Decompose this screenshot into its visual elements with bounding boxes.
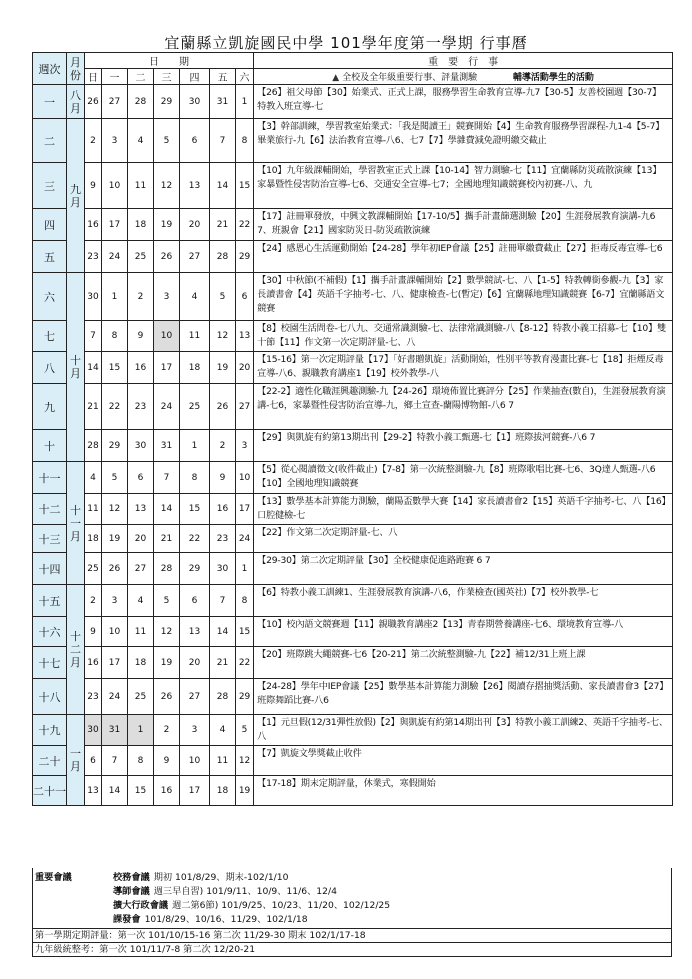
week-number: 十六: [33, 617, 67, 647]
day-cell: 4: [128, 585, 154, 617]
day-cell: 6: [128, 462, 154, 494]
day-cell: 5: [154, 585, 180, 617]
day-cell: 12: [210, 321, 236, 352]
day-cell: 13: [128, 494, 154, 525]
day-cell: 2: [85, 585, 102, 617]
day-cell: 27: [236, 384, 254, 430]
day-cell: 7: [210, 119, 236, 163]
day-cell: 17: [102, 209, 128, 241]
day-cell: 1: [102, 273, 128, 321]
week-number: 十七: [33, 647, 67, 679]
day-cell: 18: [128, 647, 154, 679]
day-cell: 3: [102, 119, 128, 163]
weekday-header: 三: [154, 69, 180, 85]
legend-right: 輔導活動學生的活動: [512, 73, 594, 83]
day-cell: 16: [85, 647, 102, 679]
week-events: 【1】元旦假(12/31彈性放假)【2】與凱旋有約第14期出刊【3】特教小義工訓練2、英語千字抽考-七、八: [254, 715, 673, 746]
day-cell: 15: [128, 776, 154, 806]
week-row: [33, 494, 673, 525]
meeting-dates: 期初 101/8/29、期末-102/1/10: [153, 872, 289, 883]
meeting-label: 擴大行政會議: [113, 900, 169, 911]
meeting-line: [113, 911, 308, 925]
day-cell: 30: [210, 553, 236, 585]
day-cell: 31: [210, 85, 236, 119]
week-row: [33, 647, 673, 679]
month-label: 一月: [67, 715, 85, 806]
exam-schedule: 第一學期定期評量：第一次 101/10/15-16 第二次 11/29-30 期末 102/1/17-18: [35, 930, 366, 941]
day-cell: 17: [236, 494, 254, 525]
week-number: 二十一: [33, 776, 67, 806]
day-cell: 15: [236, 617, 254, 647]
day-cell: 16: [210, 494, 236, 525]
day-cell: 19: [236, 776, 254, 806]
day-cell: 24: [236, 525, 254, 553]
day-cell: 10: [236, 462, 254, 494]
day-cell: 8: [102, 321, 128, 352]
day-cell: 9: [210, 462, 236, 494]
day-cell: 1: [180, 430, 210, 462]
day-cell: 26: [102, 553, 128, 585]
week-row: [33, 321, 673, 352]
week-row: [33, 163, 673, 209]
day-cell: 13: [180, 163, 210, 209]
day-cell: 21: [154, 525, 180, 553]
day-cell: 7: [210, 585, 236, 617]
day-cell: 25: [128, 679, 154, 715]
calendar-table: [32, 52, 673, 806]
week-row: [33, 352, 673, 384]
month-label: 十二月: [67, 585, 85, 715]
week-events: 【17-18】期末定期評量，休業式，寒假開始: [254, 776, 673, 806]
day-cell: 30: [85, 273, 102, 321]
day-cell: 21: [210, 647, 236, 679]
week-events: 【13】數學基本計算能力測驗，蘭陽盃數學大賽【14】家長讀書會2【15】英語千字抽考-七、八【16】口腔健檢-七: [254, 494, 673, 525]
week-events: 【7】凱旋文學獎截止收件: [254, 746, 673, 776]
day-cell: 16: [85, 209, 102, 241]
day-cell: 5: [154, 119, 180, 163]
day-cell: 26: [154, 679, 180, 715]
week-header: 週次: [33, 53, 67, 85]
day-cell: 28: [154, 553, 180, 585]
date-header: 日 期: [85, 53, 254, 69]
day-cell: 22: [236, 209, 254, 241]
events-header: 重 要 行 事: [254, 53, 673, 69]
day-cell: 28: [85, 430, 102, 462]
day-cell: 9: [154, 746, 180, 776]
week-events: 【26】祖父母節【30】始業式、正式上課，服務學習生命教育宣導-九7【30-5】友善校園週【30-7】特教入班宣導-七: [254, 85, 673, 119]
week-row: [33, 85, 673, 119]
day-cell: 14: [102, 776, 128, 806]
week-number: 十: [33, 430, 67, 462]
day-cell: 11: [128, 163, 154, 209]
week-row: [33, 679, 673, 715]
day-cell: 11: [180, 321, 210, 352]
day-cell: 31: [102, 715, 128, 746]
week-number: 九: [33, 384, 67, 430]
day-cell: 27: [180, 241, 210, 273]
day-cell: 23: [85, 241, 102, 273]
day-cell: 20: [236, 352, 254, 384]
week-row: [33, 585, 673, 617]
page-title: 宜蘭縣立凱旋國民中學 101學年度第一學期 行事曆: [164, 34, 528, 52]
day-cell: 7: [154, 462, 180, 494]
week-events: 【29】與凱旋有約第13期出刊【29-2】特教小義工甄選-七【1】班際拔河競賽-八6 7: [254, 430, 673, 462]
meeting-label: 課發會: [113, 914, 141, 925]
week-events: 【10】校內語文競賽週【11】親職教育講座2【13】青春期營養講座-七6、環境教育宣導-八: [254, 617, 673, 647]
day-cell: 2: [154, 715, 180, 746]
day-cell: 16: [154, 776, 180, 806]
day-cell: 12: [154, 617, 180, 647]
day-cell: 26: [85, 85, 102, 119]
day-cell: 3: [180, 715, 210, 746]
legend-left: 全校及全年級重要行事、評量測驗: [342, 73, 478, 83]
week-number: 四: [33, 209, 67, 241]
meeting-label: 校務會議: [113, 872, 150, 883]
week-events: 【17】註冊單發放，中興文教課輔開始【17-10/5】攜手計畫篩選測驗【20】生涯發展教育演講-九6 7、班親會【21】國家防災日-防災疏散演練: [254, 209, 673, 241]
meeting-line: [113, 869, 288, 883]
day-cell: 17: [180, 776, 210, 806]
week-row: [33, 776, 673, 806]
week-row: [33, 273, 673, 321]
meeting-line: [113, 897, 390, 911]
week-number: 十九: [33, 715, 67, 746]
day-cell: 5: [102, 462, 128, 494]
day-cell: 14: [210, 163, 236, 209]
day-cell: 29: [180, 553, 210, 585]
week-row: [33, 715, 673, 746]
day-cell: 10: [102, 163, 128, 209]
meeting-label: 導師會議: [113, 886, 150, 897]
month-header: 月份: [67, 53, 85, 85]
week-events: 【24】感恩心生活運動開始【24-28】學年初IEP會議【25】註冊單繳費截止【27】拒毒反毒宣導-七6: [254, 241, 673, 273]
week-number: 三: [33, 163, 67, 209]
week-number: 二十: [33, 746, 67, 776]
day-cell: 18: [180, 352, 210, 384]
day-cell: 2: [85, 119, 102, 163]
meeting-dates: 週二第6節) 101/9/25、10/23、11/20、102/12/25: [172, 900, 391, 911]
day-cell: 11: [210, 746, 236, 776]
day-cell: 28: [210, 241, 236, 273]
day-cell: 8: [236, 119, 254, 163]
day-cell: 8: [180, 462, 210, 494]
day-cell: 12: [236, 746, 254, 776]
day-cell: 7: [102, 746, 128, 776]
week-events: 【20】班際跳大繩競賽-七6【20-21】第二次統整測驗-九【22】補12/31上班上課: [254, 647, 673, 679]
day-cell: 15: [236, 163, 254, 209]
week-events: 【22-2】適性化職涯興趣測驗-九【24-26】環境佈置比賽評分【25】作業抽查(數自)，生涯發展教育演講-七6，家暴暨性侵害防治宣導-九，鄉土宣查-蘭陽博物館-八6 7: [254, 384, 673, 430]
day-cell: 6: [236, 273, 254, 321]
events-legend: ▲ 全校及全年級重要行事、評量測驗 輔導活動學生的活動: [254, 69, 673, 85]
day-cell: 1: [128, 715, 154, 746]
day-cell: 18: [85, 525, 102, 553]
day-cell: 21: [210, 209, 236, 241]
day-cell: 29: [154, 85, 180, 119]
week-number: 一: [33, 85, 67, 119]
day-cell: 10: [180, 746, 210, 776]
day-cell: 11: [128, 617, 154, 647]
day-cell: 19: [154, 209, 180, 241]
day-cell: 27: [102, 85, 128, 119]
week-events: 【24-28】學年中IEP會議【25】數學基本計算能力測驗【26】閱讀存摺抽獎活動、家長讀書會3【27】班際舞蹈比賽-八6: [254, 679, 673, 715]
week-row: [33, 241, 673, 273]
day-cell: 23: [128, 384, 154, 430]
day-cell: 21: [85, 384, 102, 430]
day-cell: 17: [102, 647, 128, 679]
day-cell: 18: [210, 776, 236, 806]
day-cell: 3: [102, 585, 128, 617]
day-cell: 14: [210, 617, 236, 647]
week-events: 【30】中秋節(不補假)【1】攜手計畫課輔開始【2】數學競試-七、八【1-5】特教轉銜參觀-九【3】家長讀書會【4】英語千字抽考-七、八、健康檢查-七(暫定)【6】宜蘭縣地理知識競賽【6-7】宜蘭縣語文競賽: [254, 273, 673, 321]
week-events: 【15-16】第一次定期評量【17】「好書贈凱旋」活動開始，性別平等教育漫畫比賽-七【18】拒煙反毒宣導-八6、親職教育講座1【19】校外教學-八: [254, 352, 673, 384]
day-cell: 8: [236, 585, 254, 617]
day-cell: 28: [128, 85, 154, 119]
meetings-section: [32, 868, 672, 929]
day-cell: 20: [180, 209, 210, 241]
week-row: [33, 462, 673, 494]
day-cell: 12: [154, 163, 180, 209]
week-number: 五: [33, 241, 67, 273]
month-label: 十一月: [67, 462, 85, 585]
day-cell: 31: [154, 430, 180, 462]
week-row: [33, 746, 673, 776]
day-cell: 24: [154, 384, 180, 430]
week-row: [33, 119, 673, 163]
day-cell: 11: [85, 494, 102, 525]
day-cell: 4: [180, 273, 210, 321]
day-cell: 13: [180, 617, 210, 647]
week-number: 七: [33, 321, 67, 352]
day-cell: 24: [102, 241, 128, 273]
day-cell: 26: [210, 384, 236, 430]
day-cell: 4: [210, 715, 236, 746]
day-cell: 29: [102, 430, 128, 462]
day-cell: 20: [180, 647, 210, 679]
footer: [32, 929, 672, 957]
day-cell: 8: [128, 746, 154, 776]
day-cell: 17: [154, 352, 180, 384]
day-cell: 3: [154, 273, 180, 321]
day-cell: 30: [85, 715, 102, 746]
week-events: 【3】幹部訓練，學習教室始業式：「我是閱讀王」競賽開始【4】生命教育服務學習課程-九1-4【5-7】畢業旅行-九【6】法治教育宣導-八6、七7【7】學雜費減免證明繳交截止: [254, 119, 673, 163]
day-cell: 15: [180, 494, 210, 525]
weekday-header: 四: [180, 69, 210, 85]
week-number: 十一: [33, 462, 67, 494]
day-cell: 10: [154, 321, 180, 352]
day-cell: 5: [210, 273, 236, 321]
day-cell: 23: [85, 679, 102, 715]
day-cell: 20: [128, 525, 154, 553]
meeting-dates: 週三早自習) 101/9/11、10/9、11/6、12/4: [153, 886, 337, 897]
week-row: [33, 430, 673, 462]
day-cell: 22: [102, 384, 128, 430]
day-cell: 1: [236, 553, 254, 585]
month-label: 十月: [67, 273, 85, 462]
month-label: 九月: [67, 119, 85, 273]
day-cell: 25: [128, 241, 154, 273]
meeting-line: [113, 883, 337, 897]
day-cell: 13: [85, 776, 102, 806]
day-cell: 22: [236, 647, 254, 679]
week-events: 【6】特教小義工訓練1、生涯發展教育演講-八6，作業檢查(國英社)【7】校外教學-七: [254, 585, 673, 617]
weekday-header: 六: [236, 69, 254, 85]
weekday-header: 一: [102, 69, 128, 85]
week-events: 【5】從心閱讀徵文(收件截止)【7-8】第一次統整測驗-九【8】班際歌唱比賽-七6、3Q達人甄選-八6【10】全國地理知識競賽: [254, 462, 673, 494]
day-cell: 26: [154, 241, 180, 273]
week-events: 【8】校園生活問卷-七八九、交通常識測驗-七、法律常識測驗-八【8-12】特教小義工招募-七【10】雙十節【11】作文第一次定期評量-七、八: [254, 321, 673, 352]
weekday-header: 五: [210, 69, 236, 85]
meetings-title: 重要會議: [35, 872, 72, 883]
week-number: 十二: [33, 494, 67, 525]
day-cell: 30: [180, 85, 210, 119]
day-cell: 19: [102, 525, 128, 553]
day-cell: 4: [128, 119, 154, 163]
weekday-header: 二: [128, 69, 154, 85]
day-cell: 18: [128, 209, 154, 241]
day-cell: 3: [236, 430, 254, 462]
day-cell: 1: [236, 85, 254, 119]
meeting-dates: 101/8/29、10/16、11/29、102/1/18: [144, 914, 308, 925]
day-cell: 14: [85, 352, 102, 384]
day-cell: 5: [236, 715, 254, 746]
week-number: 八: [33, 352, 67, 384]
day-cell: 16: [128, 352, 154, 384]
day-cell: 29: [236, 679, 254, 715]
week-row: [33, 617, 673, 647]
day-cell: 7: [85, 321, 102, 352]
week-row: [33, 525, 673, 553]
day-cell: 28: [210, 679, 236, 715]
day-cell: 14: [154, 494, 180, 525]
day-cell: 23: [210, 525, 236, 553]
month-label: 八月: [67, 85, 85, 119]
day-cell: 6: [180, 119, 210, 163]
week-number: 十三: [33, 525, 67, 553]
day-cell: 19: [210, 352, 236, 384]
week-row: [33, 384, 673, 430]
week-number: 十四: [33, 553, 67, 585]
day-cell: 9: [128, 321, 154, 352]
week-events: 【22】作文第二次定期評量-七、八: [254, 525, 673, 553]
unified-exam-schedule: 九年級統整考：第一次 101/11/7-8 第二次 12/20-21: [33, 942, 671, 956]
day-cell: 22: [180, 525, 210, 553]
day-cell: 2: [210, 430, 236, 462]
day-cell: 25: [180, 384, 210, 430]
day-cell: 25: [85, 553, 102, 585]
day-cell: 9: [85, 617, 102, 647]
week-number: 十五: [33, 585, 67, 617]
day-cell: 6: [85, 746, 102, 776]
day-cell: 2: [128, 273, 154, 321]
day-cell: 19: [154, 647, 180, 679]
week-number: 六: [33, 273, 67, 321]
week-row: [33, 209, 673, 241]
week-number: 十八: [33, 679, 67, 715]
week-events: 【29-30】第二次定期評量【30】全校健康促進路跑賽 6 7: [254, 553, 673, 585]
day-cell: 6: [180, 585, 210, 617]
day-cell: 9: [85, 163, 102, 209]
day-cell: 15: [102, 352, 128, 384]
day-cell: 13: [236, 321, 254, 352]
day-cell: 4: [85, 462, 102, 494]
day-cell: 29: [236, 241, 254, 273]
day-cell: 30: [128, 430, 154, 462]
day-cell: 27: [128, 553, 154, 585]
weekday-header: 日: [85, 69, 102, 85]
day-cell: 10: [102, 617, 128, 647]
day-cell: 24: [102, 679, 128, 715]
day-cell: 12: [102, 494, 128, 525]
week-row: [33, 553, 673, 585]
week-events: 【10】九年級課輔開始，學習教室正式上課【10-14】智力測驗-七【11】宜蘭縣防災疏散演練【13】家暴暨性侵害防治宣導-七6、交通安全宣導-七7；全國地理知識競賽校內初賽-八、九: [254, 163, 673, 209]
week-number: 二: [33, 119, 67, 163]
day-cell: 27: [180, 679, 210, 715]
